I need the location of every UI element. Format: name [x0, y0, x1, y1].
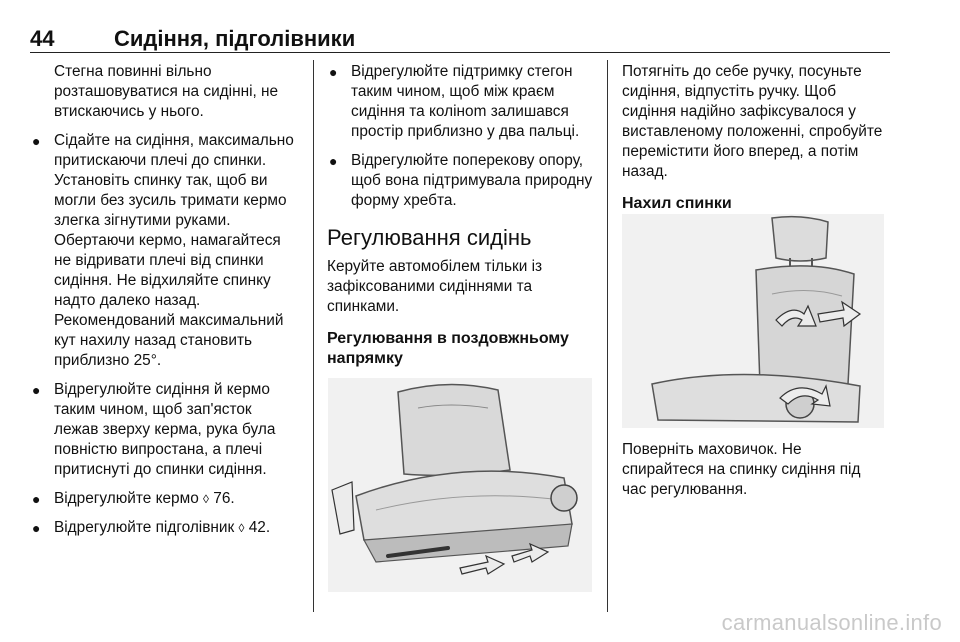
seat-longitudinal-illustration	[328, 378, 592, 592]
section-title: Регулювання сидінь	[327, 225, 532, 250]
bullet-icon: ●	[329, 153, 338, 169]
instruction-text: Потягніть до себе ручку, посуньте сидіння, відпустіть ручку. Щоб сидіння надійно зафіксувалося у виставленому положенні, спробуйте перемістити його вперед, а потім назад.	[622, 63, 883, 180]
bullet-text: Відрегулюйте сидіння й кермо таким чином, щоб зап'ясток лежав зверху керма, рука була повністю випростана, а плечі притиснуті до спинки сидіння.	[54, 381, 276, 478]
bullet-text: Відрегулюйте підголівник	[54, 519, 235, 536]
bullet-icon: ●	[32, 491, 41, 507]
column-divider	[607, 60, 608, 612]
watermark: carmanualsonline.info	[721, 610, 942, 635]
bullet-text: Відрегулюйте поперекову опору, щоб вона підтримувала природну форму хребта.	[351, 152, 593, 209]
bullet-text: Сідайте на сидіння, максимально притискаючи плечі до спинки. Установіть спинку так, щоб ви могли без зусиль тримати кермо злегка зігнутими руками. Обертаючи кермо, намагайтеся не відривати плечі від спинки сидіння. Не відхиляйте спинку надто далеко назад. Рекомендований максимальний кут нахилу назад становить приблизно 25°.	[54, 132, 294, 369]
cross-reference-page[interactable]: 42.	[248, 519, 271, 536]
page-number: 44	[30, 26, 55, 51]
list-item	[30, 489, 300, 509]
list-item	[30, 380, 300, 480]
subsection-title: Нахил спинки	[622, 195, 732, 212]
intro-text: Стегна повинні вільно розташовуватися на сидінні, не втискаючись у нього.	[54, 63, 279, 120]
list-item	[30, 518, 300, 538]
backrest-tilt-illustration	[622, 214, 884, 428]
cross-reference-icon[interactable]: ◊	[238, 521, 245, 535]
list-item	[327, 62, 599, 142]
subsection-title: Регулювання в поздовжньому напрямку	[327, 330, 569, 367]
page-header	[30, 22, 890, 52]
instruction-text: Поверніть маховичок. Не спирайтеся на спинку сидіння під час регулювання.	[622, 441, 861, 498]
column-divider	[313, 60, 314, 612]
column-3-lower	[622, 440, 884, 509]
bullet-icon: ●	[329, 64, 338, 80]
column-2	[327, 62, 599, 377]
column-3	[622, 62, 884, 222]
bullet-icon: ●	[32, 382, 41, 398]
section-text: Керуйте автомобілем тільки із зафіксованими сидіннями та спинками.	[327, 258, 543, 315]
page-title: Сидіння, підголівники	[114, 26, 356, 51]
header-rule	[30, 52, 890, 53]
bullet-text: Відрегулюйте кермо	[54, 490, 199, 507]
cross-reference-icon[interactable]: ◊	[203, 492, 209, 506]
bullet-icon: ●	[32, 520, 41, 536]
list-item	[327, 151, 599, 211]
list-item	[30, 131, 300, 371]
cross-reference-page[interactable]: 76.	[213, 490, 235, 507]
bullet-icon: ●	[32, 133, 41, 149]
column-1	[30, 62, 300, 547]
bullet-text: Відрегулюйте підтримку стегон таким чином, щоб між краєм сидіння та колінom залишався простір приблизно у два пальці.	[351, 63, 580, 140]
